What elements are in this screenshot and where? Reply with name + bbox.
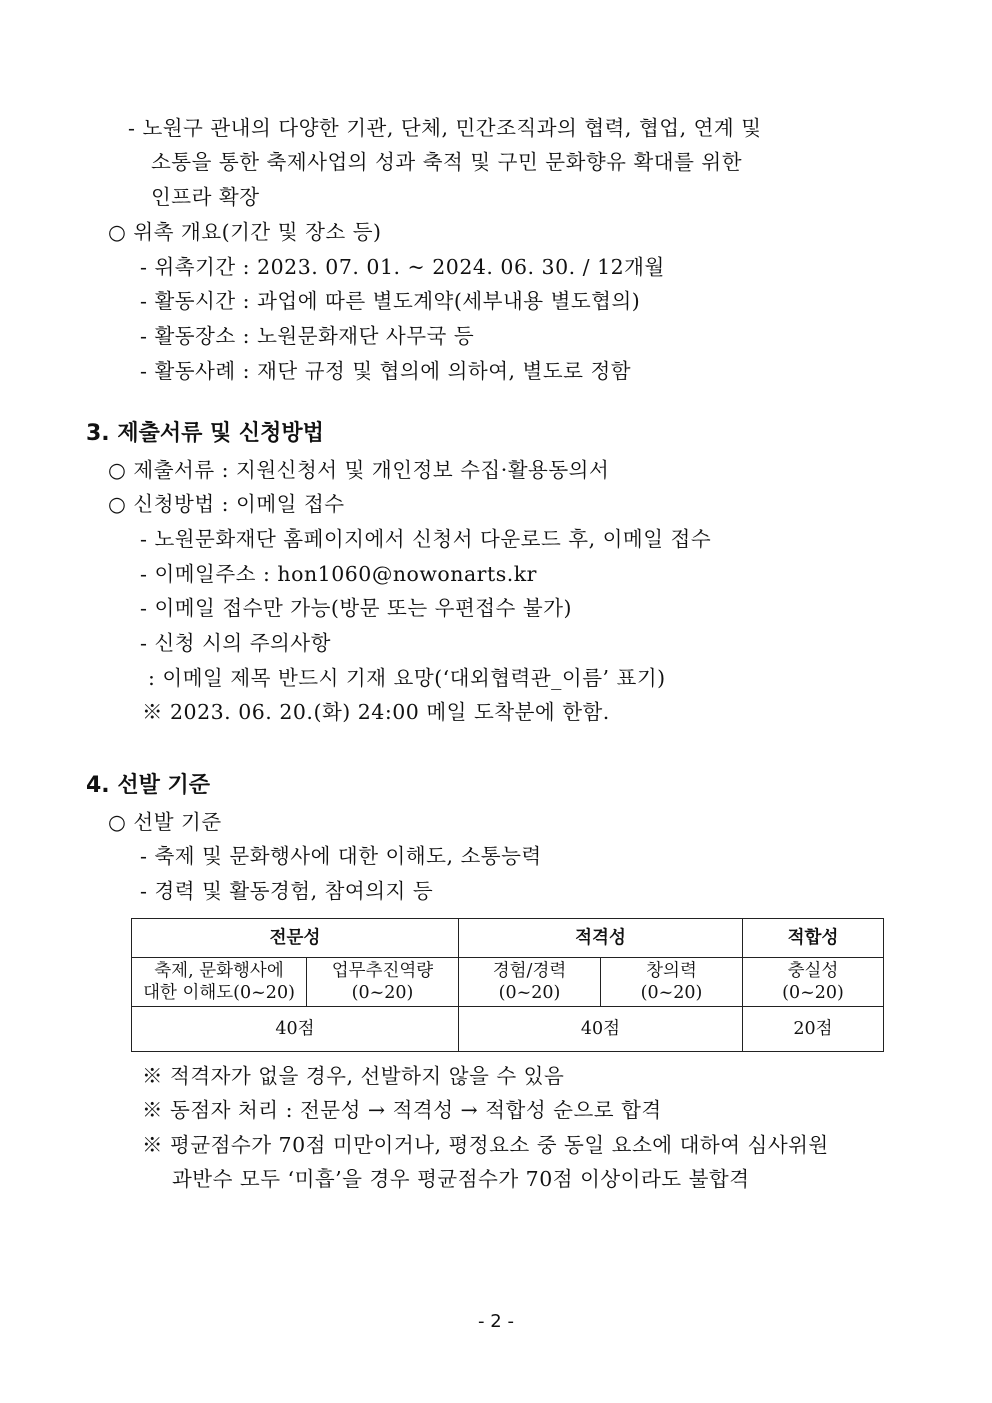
method-item-email-only: - 이메일 접수만 가능(방문 또는 우편접수 불가) [140,596,572,620]
criteria-capability: 업무추진역량 (0~20) [307,958,459,1007]
selection-heading: ○ 선발 기준 [108,810,222,834]
selection-item-understanding: - 축제 및 문화행사에 대한 이해도, 소통능력 [140,844,542,868]
commission-place: - 활동장소 : 노원문화재단 사무국 등 [140,324,475,348]
note-average-score-cont: 과반수 모두 ‘미흡’을 경우 평균점수가 70점 이상이라도 불합격 [172,1167,750,1191]
criteria-understanding: 축제, 문화행사에 대한 이해도(0~20) [132,958,307,1007]
caution-detail: : 이메일 제목 반드시 기재 요망(‘대외협력관_이름’ 표기) [148,666,666,690]
application-method: ○ 신청방법 : 이메일 접수 [108,492,345,516]
note-average-score: ※ 평균점수가 70점 미만이거나, 평정요소 중 동일 요소에 대하여 심사위원 [142,1133,829,1157]
criteria-creativity: 창의력 (0~20) [601,958,743,1007]
section3-title: 3. 제출서류 및 신청방법 [86,421,324,446]
header-suitability: 적합성 [743,919,884,958]
method-item-caution: - 신청 시의 주의사항 [140,631,331,655]
intro-bullet-line1: - 노원구 관내의 다양한 기관, 단체, 민간조직과의 협력, 협업, 연계 및 [128,116,762,140]
page-number: - 2 - [478,1311,514,1332]
intro-bullet-line3: 인프라 확장 [151,185,260,209]
header-expertise: 전문성 [132,919,459,958]
selection-item-experience: - 경력 및 활동경험, 참여의지 등 [140,879,434,903]
total-suitability: 20점 [743,1007,884,1052]
section4-title: 4. 선발 기준 [86,773,210,798]
criteria-experience: 경험/경력 (0~20) [459,958,601,1007]
commission-period: - 위촉기간 : 2023. 07. 01. ~ 2024. 06. 30. / 12개월 [140,255,665,279]
method-item-download: - 노원문화재단 홈페이지에서 신청서 다운로드 후, 이메일 접수 [140,527,712,551]
selection-criteria-table [131,918,884,1052]
commission-cases: - 활동사례 : 재단 규정 및 협의에 의하여, 별도로 정함 [140,359,632,383]
deadline-note: ※ 2023. 06. 20.(화) 24:00 메일 도착분에 한함. [142,700,610,724]
commission-heading: ○ 위촉 개요(기간 및 장소 등) [108,220,382,244]
method-item-email: - 이메일주소 : hon1060@nowonarts.kr [140,562,537,586]
intro-bullet-line2: 소통을 통한 축제사업의 성과 축적 및 구민 문화향유 확대를 위한 [151,150,743,174]
total-expertise: 40점 [132,1007,459,1052]
total-qualification: 40점 [459,1007,743,1052]
note-no-candidate: ※ 적격자가 없을 경우, 선발하지 않을 수 있음 [142,1064,565,1088]
note-tie-break: ※ 동점자 처리 : 전문성 → 적격성 → 적합성 순으로 합격 [142,1098,662,1122]
commission-hours: - 활동시간 : 과업에 따른 별도계약(세부내용 별도협의) [140,289,641,313]
criteria-faithfulness: 충실성 (0~20) [743,958,884,1007]
header-qualification: 적격성 [459,919,743,958]
submission-docs: ○ 제출서류 : 지원신청서 및 개인정보 수집·활용동의서 [108,458,610,482]
